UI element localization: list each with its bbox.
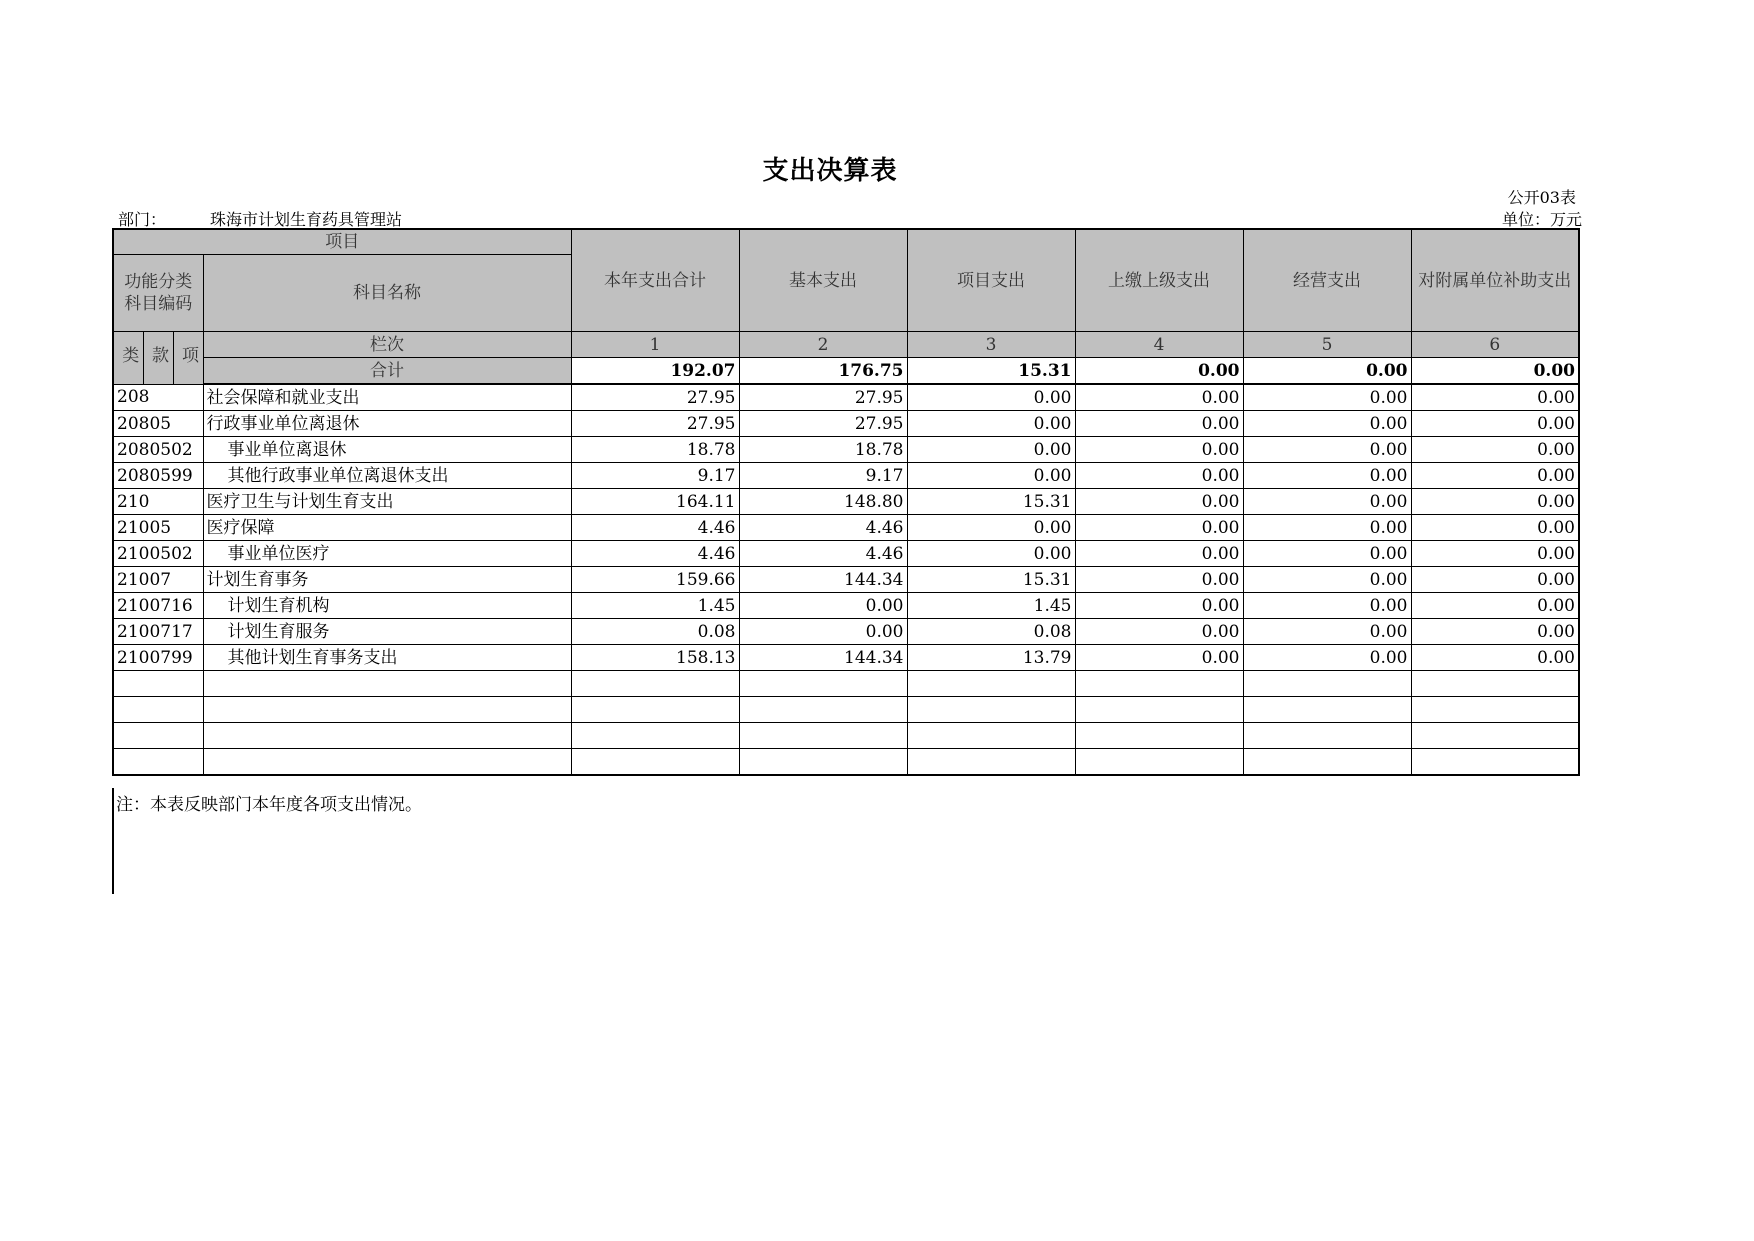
table-row (113, 515, 1579, 541)
row-value: 1.45 (571, 593, 739, 619)
row-value: 0.00 (1243, 619, 1411, 645)
table-row (113, 411, 1579, 437)
row-name: 行政事业单位离退休 (203, 411, 571, 437)
empty-row (113, 749, 1579, 776)
row-value: 0.00 (1075, 541, 1243, 567)
expenditure-table (112, 228, 1580, 776)
row-code: 208 (113, 384, 203, 411)
col-number: 1 (571, 332, 739, 358)
col-number: 5 (1243, 332, 1411, 358)
row-name: 计划生育机构 (203, 593, 571, 619)
row-value: 0.00 (1411, 411, 1579, 437)
empty-row (113, 723, 1579, 749)
row-name: 事业单位离退休 (203, 437, 571, 463)
row-value: 0.08 (571, 619, 739, 645)
row-value: 15.31 (907, 567, 1075, 593)
header-lei: 类 (113, 332, 143, 385)
row-name: 其他行政事业单位离退休支出 (203, 463, 571, 489)
row-code: 2100717 (113, 619, 203, 645)
table-row (113, 593, 1579, 619)
table-row (113, 619, 1579, 645)
row-value: 13.79 (907, 645, 1075, 671)
row-value: 0.00 (1243, 593, 1411, 619)
header-col-basic: 基本支出 (739, 229, 907, 332)
total-value: 0.00 (1243, 358, 1411, 385)
row-value: 0.00 (907, 515, 1075, 541)
department-label: 部门： (118, 210, 167, 229)
total-value: 15.31 (907, 358, 1075, 385)
row-value: 0.00 (1243, 411, 1411, 437)
header-col-operating: 经营支出 (1243, 229, 1411, 332)
row-code: 2100799 (113, 645, 203, 671)
form-number: 公开03表 (1507, 188, 1576, 207)
col-number: 2 (739, 332, 907, 358)
row-value: 0.00 (907, 541, 1075, 567)
row-code: 2080502 (113, 437, 203, 463)
department-name: 珠海市计划生育药具管理站 (210, 210, 403, 229)
row-value: 0.00 (1411, 437, 1579, 463)
row-value: 0.00 (1075, 489, 1243, 515)
table-row (113, 384, 1579, 411)
row-value: 0.00 (1243, 384, 1411, 411)
header-func-code: 功能分类科目编码 (113, 255, 203, 332)
table-note: 注：本表反映部门本年度各项支出情况。 (116, 795, 422, 815)
row-value: 0.00 (739, 593, 907, 619)
row-code: 2100716 (113, 593, 203, 619)
table-row (113, 567, 1579, 593)
row-value: 0.00 (1411, 593, 1579, 619)
header-col-project: 项目支出 (907, 229, 1075, 332)
header-lanci: 栏次 (203, 332, 571, 358)
row-value: 0.00 (1243, 541, 1411, 567)
row-value: 0.00 (1243, 645, 1411, 671)
row-value: 164.11 (571, 489, 739, 515)
header-project: 项目 (113, 229, 571, 255)
table-row (113, 489, 1579, 515)
row-value: 0.00 (1075, 567, 1243, 593)
row-value: 18.78 (571, 437, 739, 463)
row-value: 27.95 (571, 411, 739, 437)
row-value: 0.00 (907, 411, 1075, 437)
table-row (113, 463, 1579, 489)
row-code: 21005 (113, 515, 203, 541)
row-code: 2080599 (113, 463, 203, 489)
row-value: 0.00 (1411, 619, 1579, 645)
row-value: 0.08 (907, 619, 1075, 645)
row-value: 4.46 (571, 515, 739, 541)
row-value: 9.17 (739, 463, 907, 489)
row-value: 0.00 (1411, 463, 1579, 489)
header-col-subsidy: 对附属单位补助支出 (1411, 229, 1579, 332)
header-kuan: 款 (143, 332, 173, 385)
empty-row (113, 697, 1579, 723)
row-name: 计划生育服务 (203, 619, 571, 645)
row-value: 148.80 (739, 489, 907, 515)
row-code: 20805 (113, 411, 203, 437)
left-border-line (112, 788, 114, 894)
row-value: 0.00 (1075, 593, 1243, 619)
total-value: 0.00 (1075, 358, 1243, 385)
table-row (113, 541, 1579, 567)
header-col-total: 本年支出合计 (571, 229, 739, 332)
row-value: 158.13 (571, 645, 739, 671)
row-value: 0.00 (1075, 384, 1243, 411)
row-value: 144.34 (739, 645, 907, 671)
row-name: 计划生育事务 (203, 567, 571, 593)
row-name: 医疗保障 (203, 515, 571, 541)
row-value: 1.45 (907, 593, 1075, 619)
total-label: 合计 (203, 358, 571, 385)
row-value: 0.00 (1075, 411, 1243, 437)
row-value: 27.95 (571, 384, 739, 411)
row-value: 0.00 (1243, 567, 1411, 593)
row-value: 159.66 (571, 567, 739, 593)
row-value: 0.00 (1243, 489, 1411, 515)
row-value: 4.46 (571, 541, 739, 567)
row-value: 0.00 (1411, 541, 1579, 567)
row-value: 0.00 (1411, 515, 1579, 541)
col-number: 3 (907, 332, 1075, 358)
empty-row (113, 671, 1579, 697)
header-xiang: 项 (173, 332, 203, 385)
total-value: 192.07 (571, 358, 739, 385)
row-value: 0.00 (1411, 645, 1579, 671)
row-value: 0.00 (1411, 567, 1579, 593)
col-number: 4 (1075, 332, 1243, 358)
row-value: 15.31 (907, 489, 1075, 515)
row-value: 0.00 (1411, 384, 1579, 411)
table-row (113, 437, 1579, 463)
row-value: 144.34 (739, 567, 907, 593)
row-name: 事业单位医疗 (203, 541, 571, 567)
row-name: 社会保障和就业支出 (203, 384, 571, 411)
row-value: 4.46 (739, 541, 907, 567)
row-value: 9.17 (571, 463, 739, 489)
row-code: 2100502 (113, 541, 203, 567)
col-number: 6 (1411, 332, 1579, 358)
total-value: 0.00 (1411, 358, 1579, 385)
row-value: 0.00 (907, 437, 1075, 463)
row-value: 27.95 (739, 411, 907, 437)
row-name: 医疗卫生与计划生育支出 (203, 489, 571, 515)
row-value: 0.00 (1243, 463, 1411, 489)
row-value: 4.46 (739, 515, 907, 541)
row-value: 0.00 (1075, 463, 1243, 489)
unit-label: 单位：万元 (1501, 210, 1582, 229)
row-value: 0.00 (1075, 515, 1243, 541)
header-subject-name: 科目名称 (203, 255, 571, 332)
row-value: 0.00 (907, 463, 1075, 489)
row-value: 27.95 (739, 384, 907, 411)
row-value: 0.00 (1411, 489, 1579, 515)
row-value: 0.00 (1075, 645, 1243, 671)
row-value: 0.00 (1243, 437, 1411, 463)
row-value: 0.00 (1243, 515, 1411, 541)
row-code: 21007 (113, 567, 203, 593)
page-title: 支出决算表 (762, 156, 898, 186)
row-value: 0.00 (739, 619, 907, 645)
row-value: 0.00 (907, 384, 1075, 411)
header-col-remit: 上缴上级支出 (1075, 229, 1243, 332)
row-value: 0.00 (1075, 437, 1243, 463)
table-row (113, 645, 1579, 671)
row-value: 18.78 (739, 437, 907, 463)
row-code: 210 (113, 489, 203, 515)
total-value: 176.75 (739, 358, 907, 385)
row-value: 0.00 (1075, 619, 1243, 645)
row-name: 其他计划生育事务支出 (203, 645, 571, 671)
